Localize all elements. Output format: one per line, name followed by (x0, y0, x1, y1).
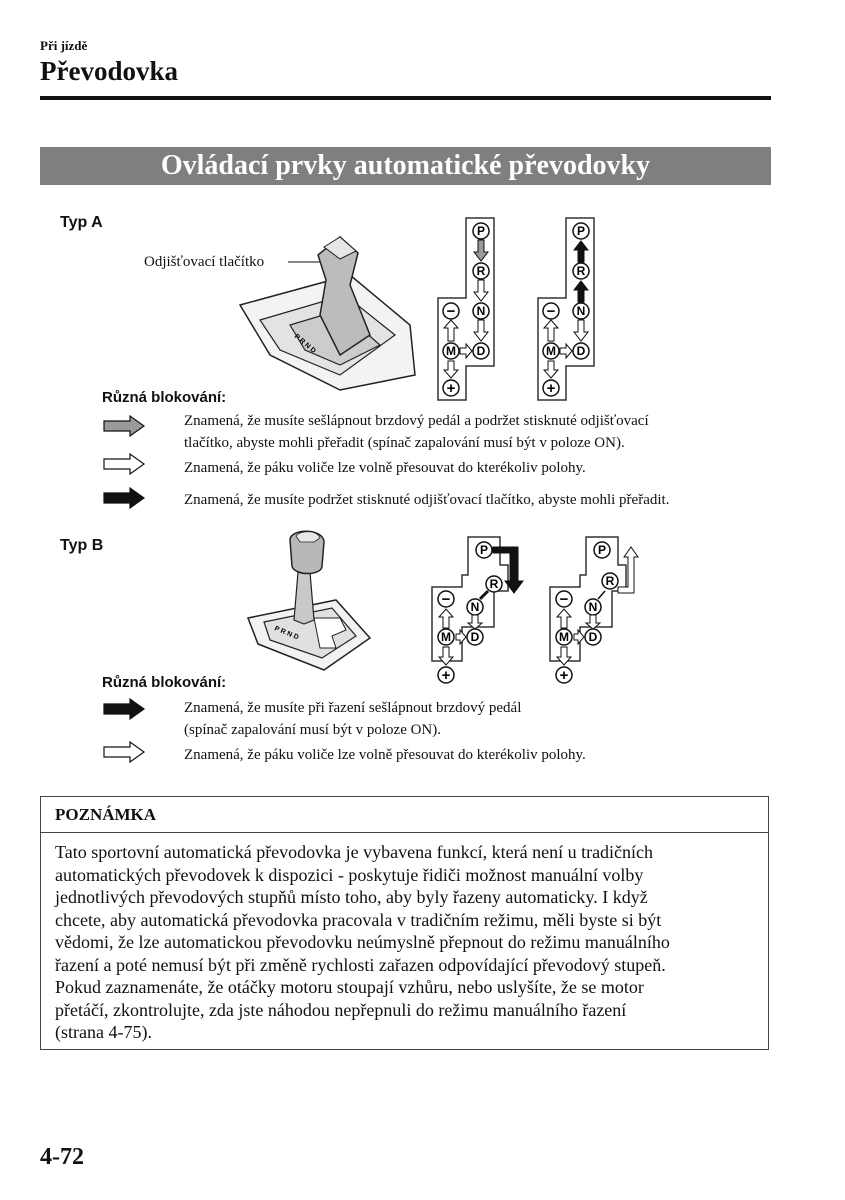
gate-n-label: N (576, 304, 586, 318)
type-b-gate-diagram-1 (430, 535, 530, 693)
gray-arrow-icon (102, 414, 146, 438)
gate-d-label: D (470, 630, 480, 644)
gate-n-label: N (470, 600, 480, 614)
black-arrow-icon (102, 486, 146, 510)
type-b-blocking-title: Různá blokování: (102, 674, 227, 691)
note-body: Tato sportovní automatická převodovka je vybavena funkcí, která není u tradičních automatických převodovek k dispozici - poskytuje řidiči možnost manuální volby jednotlivých převodových stupňů místo toho, aby byly řazeny automaticky. I když chcete, aby automatická převodovka pracovala v tradičním režimu, měli byste si být vědomi, že lze automatickou převodovku neúmyslně přepnout do režimu manuálního řazení a poté nemusí být při změně rychlosti zařazen odpovídající převodový stupeň. Pokud zaznamenáte, že otáčky motoru stoupají vzhůru, nebo uslyšíte, že se motor přetáčí, zkontrolujte, zda jste náhodou nepřepnuli do režimu manuálního řazení (strana 4-75). (55, 842, 670, 1042)
gate-m-label: M (546, 344, 556, 358)
white-arrow-icon (102, 740, 146, 764)
legend-a-gray-text: Znamená, že musíte sešlápnout brzdový pedál a podržet stisknuté odjišťovací tlačítko, abyste mohli přeřadit (spínač zapalování musí být v poloze ON). (184, 413, 649, 451)
gate-r-label: R (605, 574, 615, 588)
gate-plus-label: + (546, 380, 556, 397)
gate-plus-label: + (446, 380, 456, 397)
gate-minus-label: − (446, 303, 456, 320)
type-b-shifter-illustration (244, 526, 374, 674)
section-label: Při jízdě (40, 38, 88, 53)
legend-b-black-text: Znamená, že musíte při řazení sešlápnout brzdový pedál (spínač zapalování musí být v poloze ON). (184, 700, 522, 738)
gate-n-label: N (588, 600, 598, 614)
gate-m-label: M (446, 344, 456, 358)
gate-plus-label: + (559, 667, 569, 684)
gate-p-label: P (479, 543, 489, 557)
note-title: POZNÁMKA (41, 797, 768, 833)
gate-p-label: P (576, 224, 586, 238)
release-button-callout: Odjišťovací tlačítko (144, 254, 265, 270)
type-a-blocking-title: Různá blokování: (102, 389, 227, 406)
type-a-label: Typ A (60, 214, 103, 231)
gate-d-label: D (576, 344, 586, 358)
legend-a-black-text: Znamená, že musíte podržet stisknuté odjišťovací tlačítko, abyste mohli přeřadit. (184, 492, 670, 508)
note-box (40, 796, 769, 1050)
gate-plus-label: + (441, 667, 451, 684)
gate-p-label: P (476, 224, 486, 238)
legend-a-white-text: Znamená, že páku voliče lze volně přesouvat do kterékoliv polohy. (184, 460, 586, 476)
gate-d-label: D (476, 344, 486, 358)
svg-text:P R N D: P R N D (273, 625, 300, 642)
gate-r-label: R (476, 264, 486, 278)
gate-m-label: M (559, 630, 569, 644)
type-a-shifter-illustration (230, 225, 430, 395)
title-rule (40, 96, 771, 100)
type-a-gate-diagram-1 (436, 216, 524, 402)
page-title: Převodovka (40, 56, 178, 86)
gate-p-label: P (597, 543, 607, 557)
legend-b-white-text: Znamená, že páku voliče lze volně přesouvat do kterékoliv polohy. (184, 747, 586, 763)
gate-minus-label: − (546, 303, 556, 320)
black-arrow-icon (102, 697, 146, 721)
white-arrow-icon (102, 452, 146, 476)
gate-d-label: D (588, 630, 598, 644)
type-b-gate-diagram-2 (548, 535, 648, 693)
gate-n-label: N (476, 304, 486, 318)
svg-text:P R N D: P R N D (292, 333, 317, 355)
page-number: 4-72 (40, 1144, 84, 1170)
section-banner: Ovládací prvky automatické převodovky (40, 147, 771, 185)
gate-r-label: R (489, 577, 499, 591)
type-a-gate-diagram-2 (536, 216, 624, 402)
gate-r-label: R (576, 264, 586, 278)
gate-minus-label: − (559, 591, 569, 608)
gate-minus-label: − (441, 591, 451, 608)
gate-m-label: M (441, 630, 451, 644)
type-b-label: Typ B (60, 537, 104, 554)
